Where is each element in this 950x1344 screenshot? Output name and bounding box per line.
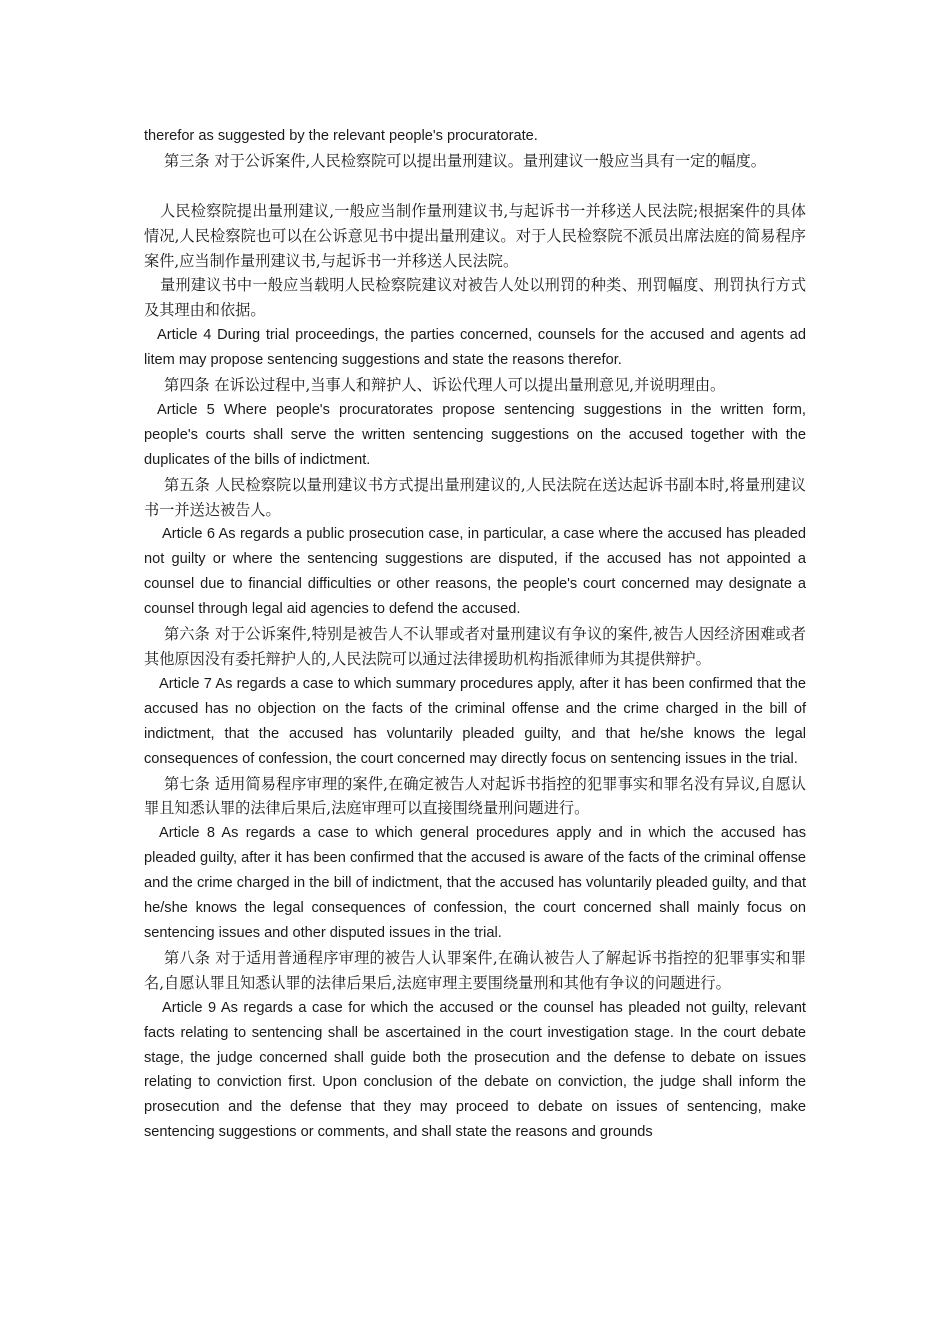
article-3-zh-para-2: 人民检察院提出量刑建议,一般应当制作量刑建议书,与起诉书一并移送人民法院;根据案件的具体情况,人民检察院也可以在公诉意见书中提出量刑建议。对于人民检察院不派员出席法庭的简易程序案件,应当制作量刑建议书,与起诉书一并移送人民法院。: [144, 201, 806, 270]
article-4-en: Article 4 During trial proceedings, the parties concerned, counsels for the accused and agents ad litem may propose sentencing suggestions and state the reasons therefor.: [144, 327, 806, 369]
paragraph-continuation: therefor as suggested by the relevant people's procuratorate.: [144, 128, 538, 144]
blank-line: [144, 174, 806, 199]
article-7-zh: 第七条 适用简易程序审理的案件,在确定被告人对起诉书指控的犯罪事实和罪名没有异议,自愿认罪且知悉认罪的法律后果后,法庭审理可以直接围绕量刑问题进行。: [144, 774, 806, 818]
article-4-zh: 第四条 在诉讼过程中,当事人和辩护人、诉讼代理人可以提出量刑意见,并说明理由。: [164, 376, 726, 395]
article-9-en: Article 9 As regards a case for which the accused or the counsel has pleaded not guilty, relevant facts relating to sentencing shall be ascertained in the court investigation stage. In the court debate stage, the judge concerned shall guide both the prosecution and the defense to debate on issues relating to conviction first. Upon conclusion of the debate on conviction, the judge shall inform the prosecution and the defense that they may proceed to debate on issues of sentencing, make sentencing suggestions or comments, and shall state the reasons and grounds: [144, 999, 806, 1141]
article-5-en: Article 5 Where people's procuratorates propose sentencing suggestions in the written form, people's courts shall serve the written sentencing suggestions on the accused together with the duplicates of the bills of indictment.: [144, 401, 806, 468]
article-6-zh: 第六条 对于公诉案件,特别是被告人不认罪或者对量刑建议有争议的案件,被告人因经济困难或者其他原因没有委托辩护人的,人民法院可以通过法律援助机构指派律师为其提供辩护。: [144, 625, 806, 669]
article-3-zh: 第三条 对于公诉案件,人民检察院可以提出量刑建议。量刑建议一般应当具有一定的幅度。: [164, 151, 766, 170]
article-8-en: Article 8 As regards a case to which general procedures apply and in which the accused has pleaded guilty, after it has been confirmed that the accused is aware of the facts of the criminal offense and the crime charged in the bill of indictment, that the accused has voluntarily pleaded guilty, and that he/she knows the legal consequences of confession, the court concerned shall mainly focus on sentencing issues and other disputed issues in the trial.: [144, 825, 806, 941]
article-8-zh: 第八条 对于适用普通程序审理的被告人认罪案件,在确认被告人了解起诉书指控的犯罪事实和罪名,自愿认罪且知悉认罪的法律后果后,法庭审理主要围绕量刑和其他有争议的问题进行。: [144, 948, 806, 992]
article-7-en: Article 7 As regards a case to which summary procedures apply, after it has been confirmed that the accused has no objection on the facts of the criminal offense and the crime charged in the bill of indictment, that the accused has voluntarily pleaded guilty, and that he/she knows the legal consequences of confession, the court concerned may directly focus on sentencing issues in the trial.: [144, 675, 806, 767]
article-3-zh-para-3: 量刑建议书中一般应当载明人民检察院建议对被告人处以刑罚的种类、刑罚幅度、刑罚执行方式及其理由和依据。: [144, 276, 806, 320]
document-page: [144, 124, 806, 1145]
article-5-zh: 第五条 人民检察院以量刑建议书方式提出量刑建议的,人民法院在送达起诉书副本时,将量刑建议书一并送达被告人。: [144, 475, 806, 519]
article-6-en: Article 6 As regards a public prosecution case, in particular, a case where the accused has pleaded not guilty or where the sentencing suggestions are disputed, if the accused has not appointed a counsel due to financial difficulties or other reasons, the people's court concerned may designate a counsel through legal aid agencies to defend the accused.: [144, 526, 806, 618]
